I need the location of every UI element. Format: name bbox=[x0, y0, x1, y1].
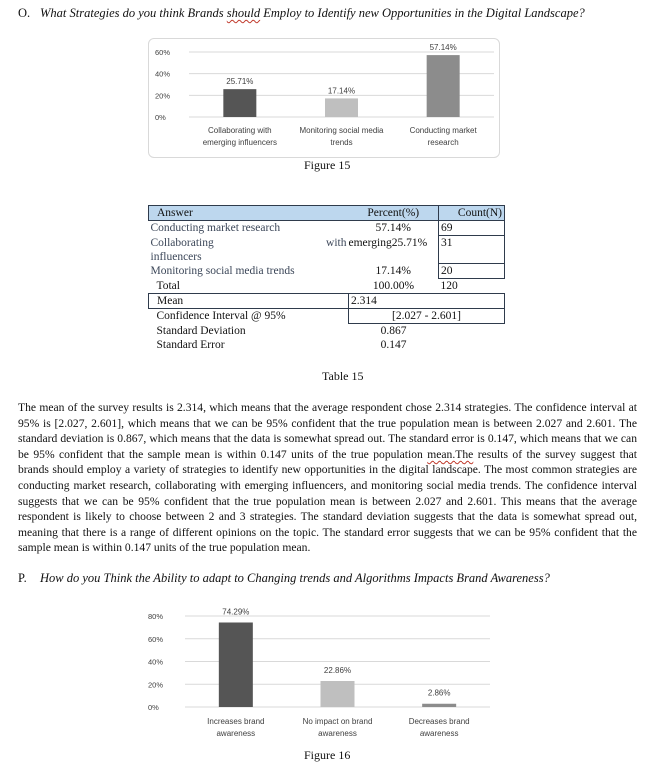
table15-total-row bbox=[149, 279, 505, 294]
table15-ci-row bbox=[149, 309, 505, 324]
table15-row2-answer-emerging: emerging bbox=[348, 236, 392, 249]
figure15-category-label-1: emerging influencers bbox=[202, 138, 277, 147]
table15-header-answer: Answer bbox=[149, 206, 297, 221]
figure16-chart-frame bbox=[140, 600, 500, 745]
table15-row1-answer: Conducting market research bbox=[150, 222, 281, 234]
question-p bbox=[18, 571, 550, 586]
table15-row2-answer-a: Collaborating bbox=[150, 236, 214, 249]
figure16-data-label-1: 74.29% bbox=[222, 607, 250, 617]
table15-header-count: Count(N) bbox=[439, 206, 505, 221]
figure16-ytick-label: 40% bbox=[148, 657, 164, 667]
figure15-data-label-1: 25.71% bbox=[226, 77, 254, 87]
table15-row2-count: 31 bbox=[439, 236, 505, 264]
figure15-ytick-label: 60% bbox=[155, 48, 171, 57]
figure15-chart-frame bbox=[148, 38, 500, 158]
figure15-category-label-1: Collaborating with bbox=[208, 126, 272, 135]
table15-total-label: Total bbox=[156, 279, 180, 292]
figure15-bar-2 bbox=[325, 98, 358, 117]
figure16-ytick-label: 80% bbox=[148, 612, 164, 621]
table15-sd-value: 0.867 bbox=[380, 325, 407, 337]
table15-header-row bbox=[149, 206, 505, 221]
table15 bbox=[148, 205, 505, 352]
table15-ci-label: Confidence Interval @ 95% bbox=[156, 310, 286, 322]
figure15-bar-1 bbox=[223, 89, 256, 117]
figure16-category-label-2: No impact on brand bbox=[302, 717, 373, 726]
question-o-squiggle: should bbox=[226, 6, 261, 20]
figure16-bar-3 bbox=[422, 704, 456, 707]
figure15-category-label-2: Monitoring social media bbox=[299, 126, 384, 135]
figure15-data-label-2: 17.14% bbox=[327, 86, 356, 96]
table15-row2-percent-cell bbox=[349, 236, 439, 264]
question-o-number: O. bbox=[18, 6, 31, 20]
figure15-ytick-label: 0% bbox=[155, 113, 166, 122]
figure15-ytick-label: 20% bbox=[155, 91, 171, 101]
question-o-text-a: What Strategies do you think Brands bbox=[40, 6, 227, 20]
question-o bbox=[18, 6, 585, 21]
figure16-category-label-1: awareness bbox=[216, 729, 256, 738]
table-row bbox=[149, 236, 505, 264]
figure15-data-label-3: 57.14% bbox=[429, 43, 457, 53]
table15-ci-value-text: [2.027 - 2.601] bbox=[392, 310, 461, 322]
figure16-category-label-3: Decreases brand bbox=[408, 717, 470, 726]
figure16-ytick-label: 0% bbox=[148, 703, 159, 712]
table-row bbox=[149, 221, 505, 236]
figure16-bar-1 bbox=[219, 622, 253, 707]
table15-sd-row bbox=[149, 324, 505, 339]
figure15-category-label-3: Conducting market bbox=[409, 126, 477, 135]
figure15-chart bbox=[149, 39, 499, 157]
figure16-category-label-3: awareness bbox=[419, 729, 459, 738]
figure16-chart bbox=[140, 600, 500, 745]
analysis-paragraph-b: results of the survey suggest that brands should employ a variety of strategies to identify new opportunities in the digital landscape. The most common strategies are conducting market research, collaborating with emerging influencers, and monitoring social media trends. The confidence interval suggests that we can be 95% confident that the true population mean is between 2.027 and 2.601. This means that the average respondent is likely to choose between 2 and 3 strategies. The standard deviation suggests that the data is somewhat spread out, meaning that there is a range of different opinions on the topic. The standard error suggests that we can be 95% confident that the sample mean is within 0.147 units of the true population mean. bbox=[18, 447, 637, 555]
table15-total-percent: 100.00% bbox=[372, 279, 415, 292]
figure15-ytick-label: 40% bbox=[155, 69, 171, 79]
figure16-ytick-label: 60% bbox=[148, 634, 164, 644]
question-p-text: How do you Think the Ability to adapt to Changing trends and Algorithms Impacts Brand Awareness? bbox=[40, 571, 550, 585]
question-o-text-b: Employ to Identify new Opportunities in the Digital Landscape? bbox=[260, 6, 585, 20]
table15-row2-answer bbox=[149, 236, 349, 264]
table15-row2-answer-b: influencers bbox=[150, 250, 202, 263]
figure16-bar-2 bbox=[321, 681, 355, 707]
table15-row3-percent: 17.14% bbox=[375, 264, 411, 277]
table15-mean-row bbox=[149, 294, 505, 309]
figure15-category-label-3: research bbox=[427, 138, 459, 147]
figure16-category-label-2: awareness bbox=[318, 729, 357, 738]
table15-caption: Table 15 bbox=[322, 369, 364, 383]
table15-se-value: 0.147 bbox=[380, 339, 407, 351]
table15-row3-answer: Monitoring social media trends bbox=[150, 264, 295, 277]
figure16-ytick-label: 20% bbox=[148, 680, 164, 690]
table15-row1-percent: 57.14% bbox=[375, 222, 411, 234]
figure16-data-label-2: 22.86% bbox=[323, 665, 352, 675]
figure15-bar-3 bbox=[427, 55, 460, 117]
table15-se-label: Standard Error bbox=[156, 339, 225, 351]
table15-total-count: 120 bbox=[440, 280, 458, 292]
figure15-category-label-2: trends bbox=[330, 138, 353, 147]
figure16-caption: Figure 16 bbox=[304, 748, 351, 762]
table15-header-percent: Percent(%) bbox=[349, 206, 439, 221]
table15-mean-value: 2.314 bbox=[349, 294, 439, 309]
figure16-category-label-1: Increases brand bbox=[207, 717, 265, 726]
table15-ci-value bbox=[349, 309, 505, 324]
table15-se-row bbox=[149, 338, 505, 352]
table15-row2-percent: 25.71% bbox=[391, 236, 428, 249]
figure15-caption: Figure 15 bbox=[304, 158, 351, 172]
table15-row3-count: 20 bbox=[439, 264, 505, 279]
analysis-paragraph bbox=[18, 400, 637, 556]
table15-sd-label: Standard Deviation bbox=[156, 324, 246, 337]
question-p-number: P. bbox=[18, 571, 27, 585]
analysis-paragraph-squiggle: mean.The bbox=[427, 447, 474, 461]
table-row bbox=[149, 264, 505, 279]
analysis-paragraph-a: The mean of the survey results is 2.314, which means that the average respondent chose 2.314 strategies. The confidence interval at 95% is [2.027, 2.601], which means that we can be 95% confident that the true population mean is between 2.027 and 2.601. The standard deviation is 0.867, which means that the data is somewhat spread out. The standard error is 0.147, which means that we can be 95% confident that the sample mean is within 0.147 units of the true population bbox=[18, 401, 637, 461]
table15-row2-answer-with: with bbox=[326, 236, 347, 249]
figure16-data-label-3: 2.86% bbox=[427, 688, 451, 698]
table15-row1-count: 69 bbox=[439, 221, 505, 236]
table15-mean-label: Mean bbox=[157, 295, 184, 307]
